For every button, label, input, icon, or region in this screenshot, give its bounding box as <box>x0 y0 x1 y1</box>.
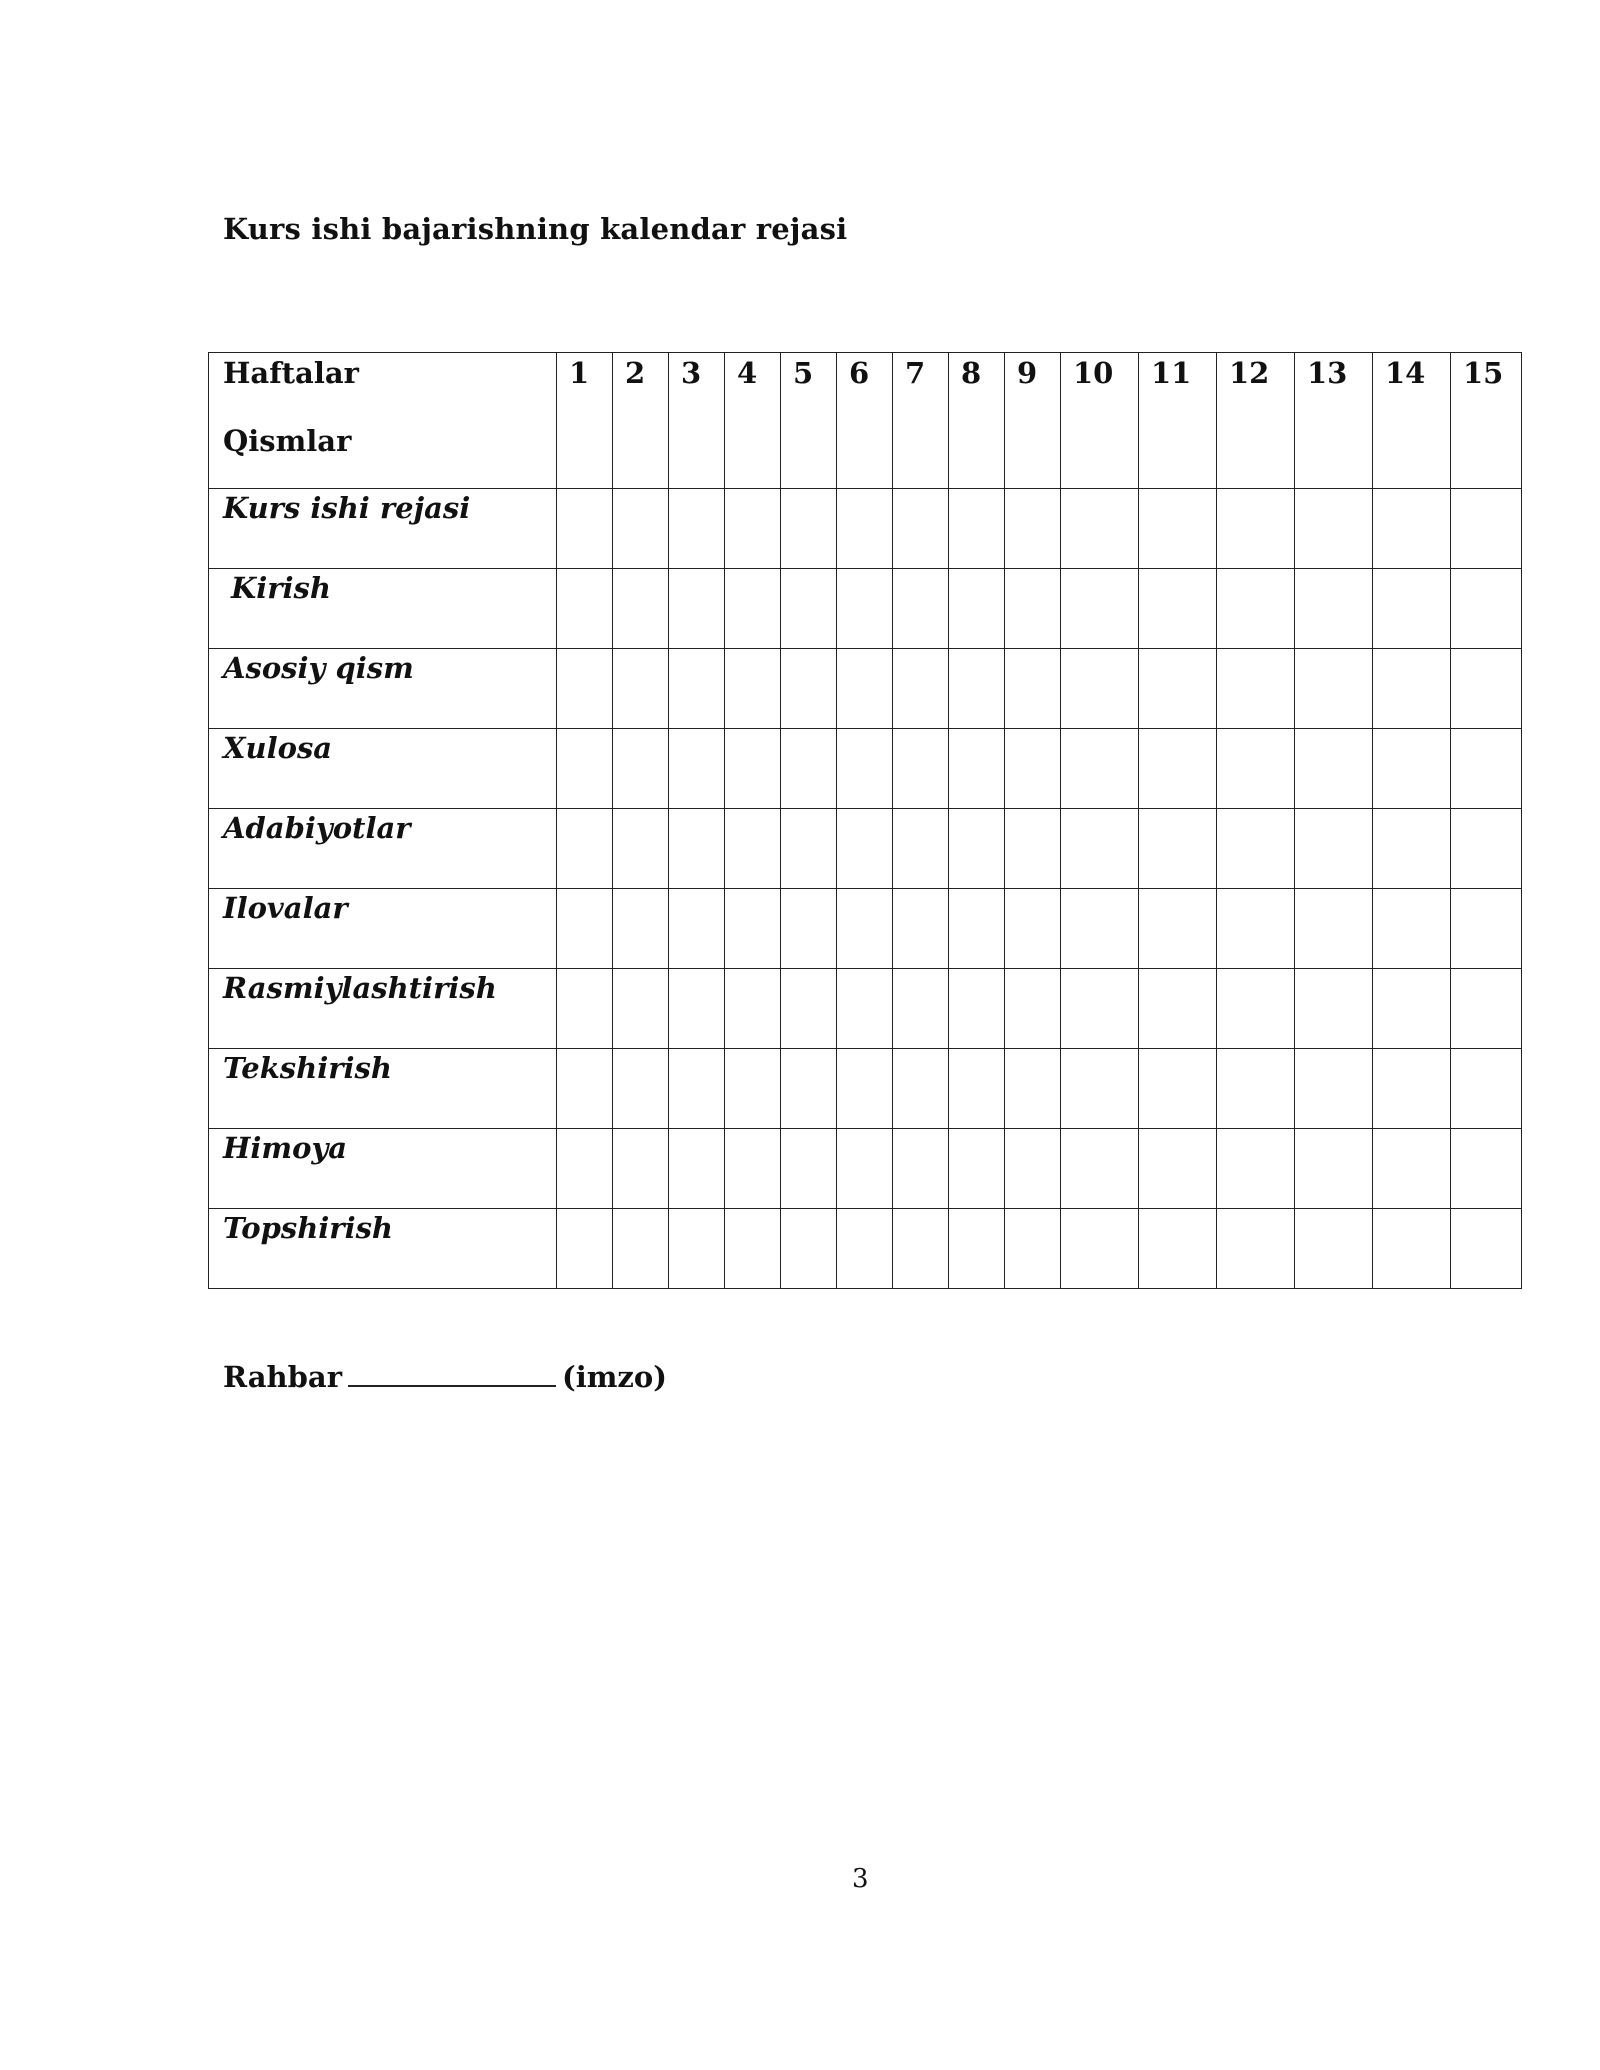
week-cell <box>1373 1049 1451 1129</box>
week-number: 10 <box>1073 356 1114 390</box>
week-cell <box>1061 1049 1139 1129</box>
week-cell <box>1139 649 1217 729</box>
week-cell <box>669 649 725 729</box>
week-cell <box>1217 1049 1295 1129</box>
week-cell <box>669 969 725 1049</box>
week-cell <box>1139 809 1217 889</box>
table-row <box>209 729 1522 809</box>
part-label: Tekshirish <box>223 1051 392 1085</box>
week-cell <box>1139 1129 1217 1209</box>
week-cell <box>949 729 1005 809</box>
week-cell <box>557 729 613 809</box>
week-cell <box>1005 1049 1061 1129</box>
week-cell <box>837 489 893 569</box>
week-cell <box>837 1049 893 1129</box>
week-header <box>1139 353 1217 489</box>
week-cell <box>949 489 1005 569</box>
week-number: 12 <box>1229 356 1270 390</box>
week-cell <box>781 969 837 1049</box>
week-cell <box>1061 969 1139 1049</box>
week-cell <box>725 889 781 969</box>
part-cell <box>209 489 557 569</box>
week-cell <box>781 1049 837 1129</box>
week-cell <box>557 649 613 729</box>
week-cell <box>1217 809 1295 889</box>
week-cell <box>1217 569 1295 649</box>
part-cell <box>209 729 557 809</box>
week-cell <box>949 1209 1005 1289</box>
week-cell <box>1217 889 1295 969</box>
week-number: 6 <box>849 356 870 390</box>
table-row <box>209 1209 1522 1289</box>
week-header <box>949 353 1005 489</box>
week-cell <box>1061 489 1139 569</box>
week-cell <box>613 729 669 809</box>
week-cell <box>1061 809 1139 889</box>
week-cell <box>1373 489 1451 569</box>
week-cell <box>1295 969 1373 1049</box>
week-number: 14 <box>1385 356 1426 390</box>
week-cell <box>669 1209 725 1289</box>
part-cell <box>209 649 557 729</box>
week-cell <box>1295 1049 1373 1129</box>
part-cell <box>209 1129 557 1209</box>
signature-suffix: (imzo) <box>562 1360 667 1394</box>
week-cell <box>1373 729 1451 809</box>
week-cell <box>1373 649 1451 729</box>
week-cell <box>781 809 837 889</box>
week-number: 15 <box>1463 356 1504 390</box>
calendar-plan-table <box>208 352 1522 1289</box>
week-cell <box>837 569 893 649</box>
week-cell <box>725 1129 781 1209</box>
week-cell <box>669 889 725 969</box>
week-cell <box>557 569 613 649</box>
signature-line <box>348 1363 556 1387</box>
week-cell <box>837 969 893 1049</box>
table-row <box>209 809 1522 889</box>
week-cell <box>837 1129 893 1209</box>
week-cell <box>725 1209 781 1289</box>
week-cell <box>557 809 613 889</box>
week-cell <box>949 649 1005 729</box>
page-number: 3 <box>852 1864 869 1894</box>
week-cell <box>725 969 781 1049</box>
week-cell <box>1061 1209 1139 1289</box>
header-parts-label: Qismlar <box>223 424 352 458</box>
week-cell <box>893 729 949 809</box>
week-header <box>1005 353 1061 489</box>
week-number: 5 <box>793 356 814 390</box>
week-cell <box>893 809 949 889</box>
week-cell <box>1451 649 1522 729</box>
week-cell <box>725 649 781 729</box>
week-cell <box>1451 969 1522 1049</box>
week-header <box>781 353 837 489</box>
week-cell <box>669 1049 725 1129</box>
week-cell <box>725 1049 781 1129</box>
week-cell <box>1139 569 1217 649</box>
week-cell <box>893 489 949 569</box>
week-header <box>1373 353 1451 489</box>
week-number: 1 <box>569 356 590 390</box>
week-cell <box>613 649 669 729</box>
week-cell <box>1295 889 1373 969</box>
week-cell <box>837 1209 893 1289</box>
part-cell <box>209 1049 557 1129</box>
week-cell <box>1139 489 1217 569</box>
signature-label: Rahbar <box>223 1360 342 1394</box>
week-cell <box>1373 1209 1451 1289</box>
week-cell <box>893 969 949 1049</box>
week-cell <box>1451 1129 1522 1209</box>
week-cell <box>1373 969 1451 1049</box>
part-label: Adabiyotlar <box>223 811 411 845</box>
week-cell <box>1451 489 1522 569</box>
week-cell <box>1373 889 1451 969</box>
week-header <box>725 353 781 489</box>
week-cell <box>949 889 1005 969</box>
part-label: Kirish <box>231 571 331 605</box>
week-cell <box>613 969 669 1049</box>
week-cell <box>1061 729 1139 809</box>
week-cell <box>1451 889 1522 969</box>
week-cell <box>557 889 613 969</box>
week-cell <box>1139 729 1217 809</box>
header-corner-cell <box>209 353 557 489</box>
week-cell <box>557 1049 613 1129</box>
week-cell <box>837 649 893 729</box>
table-row <box>209 969 1522 1049</box>
week-cell <box>1295 1129 1373 1209</box>
part-cell <box>209 1209 557 1289</box>
part-label: Ilovalar <box>223 891 348 925</box>
week-cell <box>949 1129 1005 1209</box>
week-cell <box>1061 1129 1139 1209</box>
week-header <box>837 353 893 489</box>
week-cell <box>893 889 949 969</box>
week-cell <box>1139 969 1217 1049</box>
week-cell <box>725 729 781 809</box>
week-cell <box>949 969 1005 1049</box>
week-cell <box>781 1129 837 1209</box>
week-cell <box>1139 889 1217 969</box>
week-cell <box>613 809 669 889</box>
table-body <box>209 489 1522 1289</box>
week-cell <box>557 489 613 569</box>
week-cell <box>1373 1129 1451 1209</box>
week-cell <box>893 1209 949 1289</box>
week-cell <box>1217 1209 1295 1289</box>
week-cell <box>725 489 781 569</box>
week-cell <box>1005 489 1061 569</box>
week-cell <box>1217 649 1295 729</box>
week-cell <box>669 1129 725 1209</box>
table-row <box>209 1129 1522 1209</box>
week-cell <box>1295 649 1373 729</box>
week-cell <box>893 569 949 649</box>
week-cell <box>837 729 893 809</box>
week-cell <box>949 1049 1005 1129</box>
week-cell <box>613 1209 669 1289</box>
week-cell <box>669 729 725 809</box>
table-row <box>209 889 1522 969</box>
week-header <box>1061 353 1139 489</box>
week-cell <box>949 569 1005 649</box>
week-cell <box>557 1129 613 1209</box>
week-cell <box>781 729 837 809</box>
week-cell <box>1139 1209 1217 1289</box>
week-cell <box>1005 729 1061 809</box>
week-header <box>1295 353 1373 489</box>
week-cell <box>781 649 837 729</box>
week-cell <box>725 569 781 649</box>
week-cell <box>893 649 949 729</box>
week-header <box>557 353 613 489</box>
week-cell <box>1451 1049 1522 1129</box>
document-title: Kurs ishi bajarishning kalendar rejasi <box>223 212 848 246</box>
week-cell <box>1217 969 1295 1049</box>
week-cell <box>1373 809 1451 889</box>
table-row <box>209 1049 1522 1129</box>
week-number: 7 <box>905 356 926 390</box>
table-row <box>209 569 1522 649</box>
week-cell <box>1005 649 1061 729</box>
part-label: Kurs ishi rejasi <box>223 491 471 525</box>
week-cell <box>837 889 893 969</box>
week-cell <box>893 1129 949 1209</box>
table-row <box>209 489 1522 569</box>
week-cell <box>725 809 781 889</box>
week-cell <box>1005 969 1061 1049</box>
week-cell <box>613 889 669 969</box>
week-cell <box>1451 809 1522 889</box>
week-cell <box>557 1209 613 1289</box>
week-cell <box>949 809 1005 889</box>
table-row <box>209 649 1522 729</box>
week-cell <box>781 1209 837 1289</box>
week-cell <box>1005 1209 1061 1289</box>
signature-block <box>223 1360 667 1394</box>
week-cell <box>1061 889 1139 969</box>
week-cell <box>893 1049 949 1129</box>
week-number: 4 <box>737 356 758 390</box>
week-cell <box>1295 729 1373 809</box>
table-header-row <box>209 353 1522 489</box>
week-number: 8 <box>961 356 982 390</box>
part-label: Topshirish <box>223 1211 394 1245</box>
week-number: 2 <box>625 356 646 390</box>
week-cell <box>669 489 725 569</box>
week-cell <box>1295 1209 1373 1289</box>
week-cell <box>1217 489 1295 569</box>
week-cell <box>669 809 725 889</box>
part-label: Xulosa <box>223 731 333 765</box>
part-cell <box>209 569 557 649</box>
week-cell <box>613 1129 669 1209</box>
week-cell <box>1139 1049 1217 1129</box>
week-cell <box>1295 569 1373 649</box>
week-cell <box>1373 569 1451 649</box>
part-label: Asosiy qism <box>223 651 414 685</box>
week-cell <box>781 489 837 569</box>
part-cell <box>209 889 557 969</box>
week-cell <box>1061 569 1139 649</box>
part-cell <box>209 969 557 1049</box>
week-cell <box>669 569 725 649</box>
week-cell <box>781 889 837 969</box>
week-cell <box>1217 1129 1295 1209</box>
week-header <box>669 353 725 489</box>
week-cell <box>1005 889 1061 969</box>
week-cell <box>1005 1129 1061 1209</box>
week-number: 9 <box>1017 356 1038 390</box>
week-number: 11 <box>1151 356 1192 390</box>
week-cell <box>557 969 613 1049</box>
header-weeks-label: Haftalar <box>223 356 359 390</box>
week-cell <box>1295 809 1373 889</box>
week-cell <box>781 569 837 649</box>
week-cell <box>1217 729 1295 809</box>
week-cell <box>1451 1209 1522 1289</box>
week-cell <box>613 569 669 649</box>
week-cell <box>1451 569 1522 649</box>
part-cell <box>209 809 557 889</box>
week-number: 3 <box>681 356 702 390</box>
part-label: Himoya <box>223 1131 348 1165</box>
week-cell <box>837 809 893 889</box>
week-header <box>1217 353 1295 489</box>
week-header <box>613 353 669 489</box>
week-number: 13 <box>1307 356 1348 390</box>
week-cell <box>1061 649 1139 729</box>
week-cell <box>1005 809 1061 889</box>
week-cell <box>613 489 669 569</box>
week-header <box>893 353 949 489</box>
part-label: Rasmiylashtirish <box>223 971 497 1005</box>
week-cell <box>1451 729 1522 809</box>
week-header <box>1451 353 1522 489</box>
week-cell <box>1295 489 1373 569</box>
week-cell <box>613 1049 669 1129</box>
week-cell <box>1005 569 1061 649</box>
